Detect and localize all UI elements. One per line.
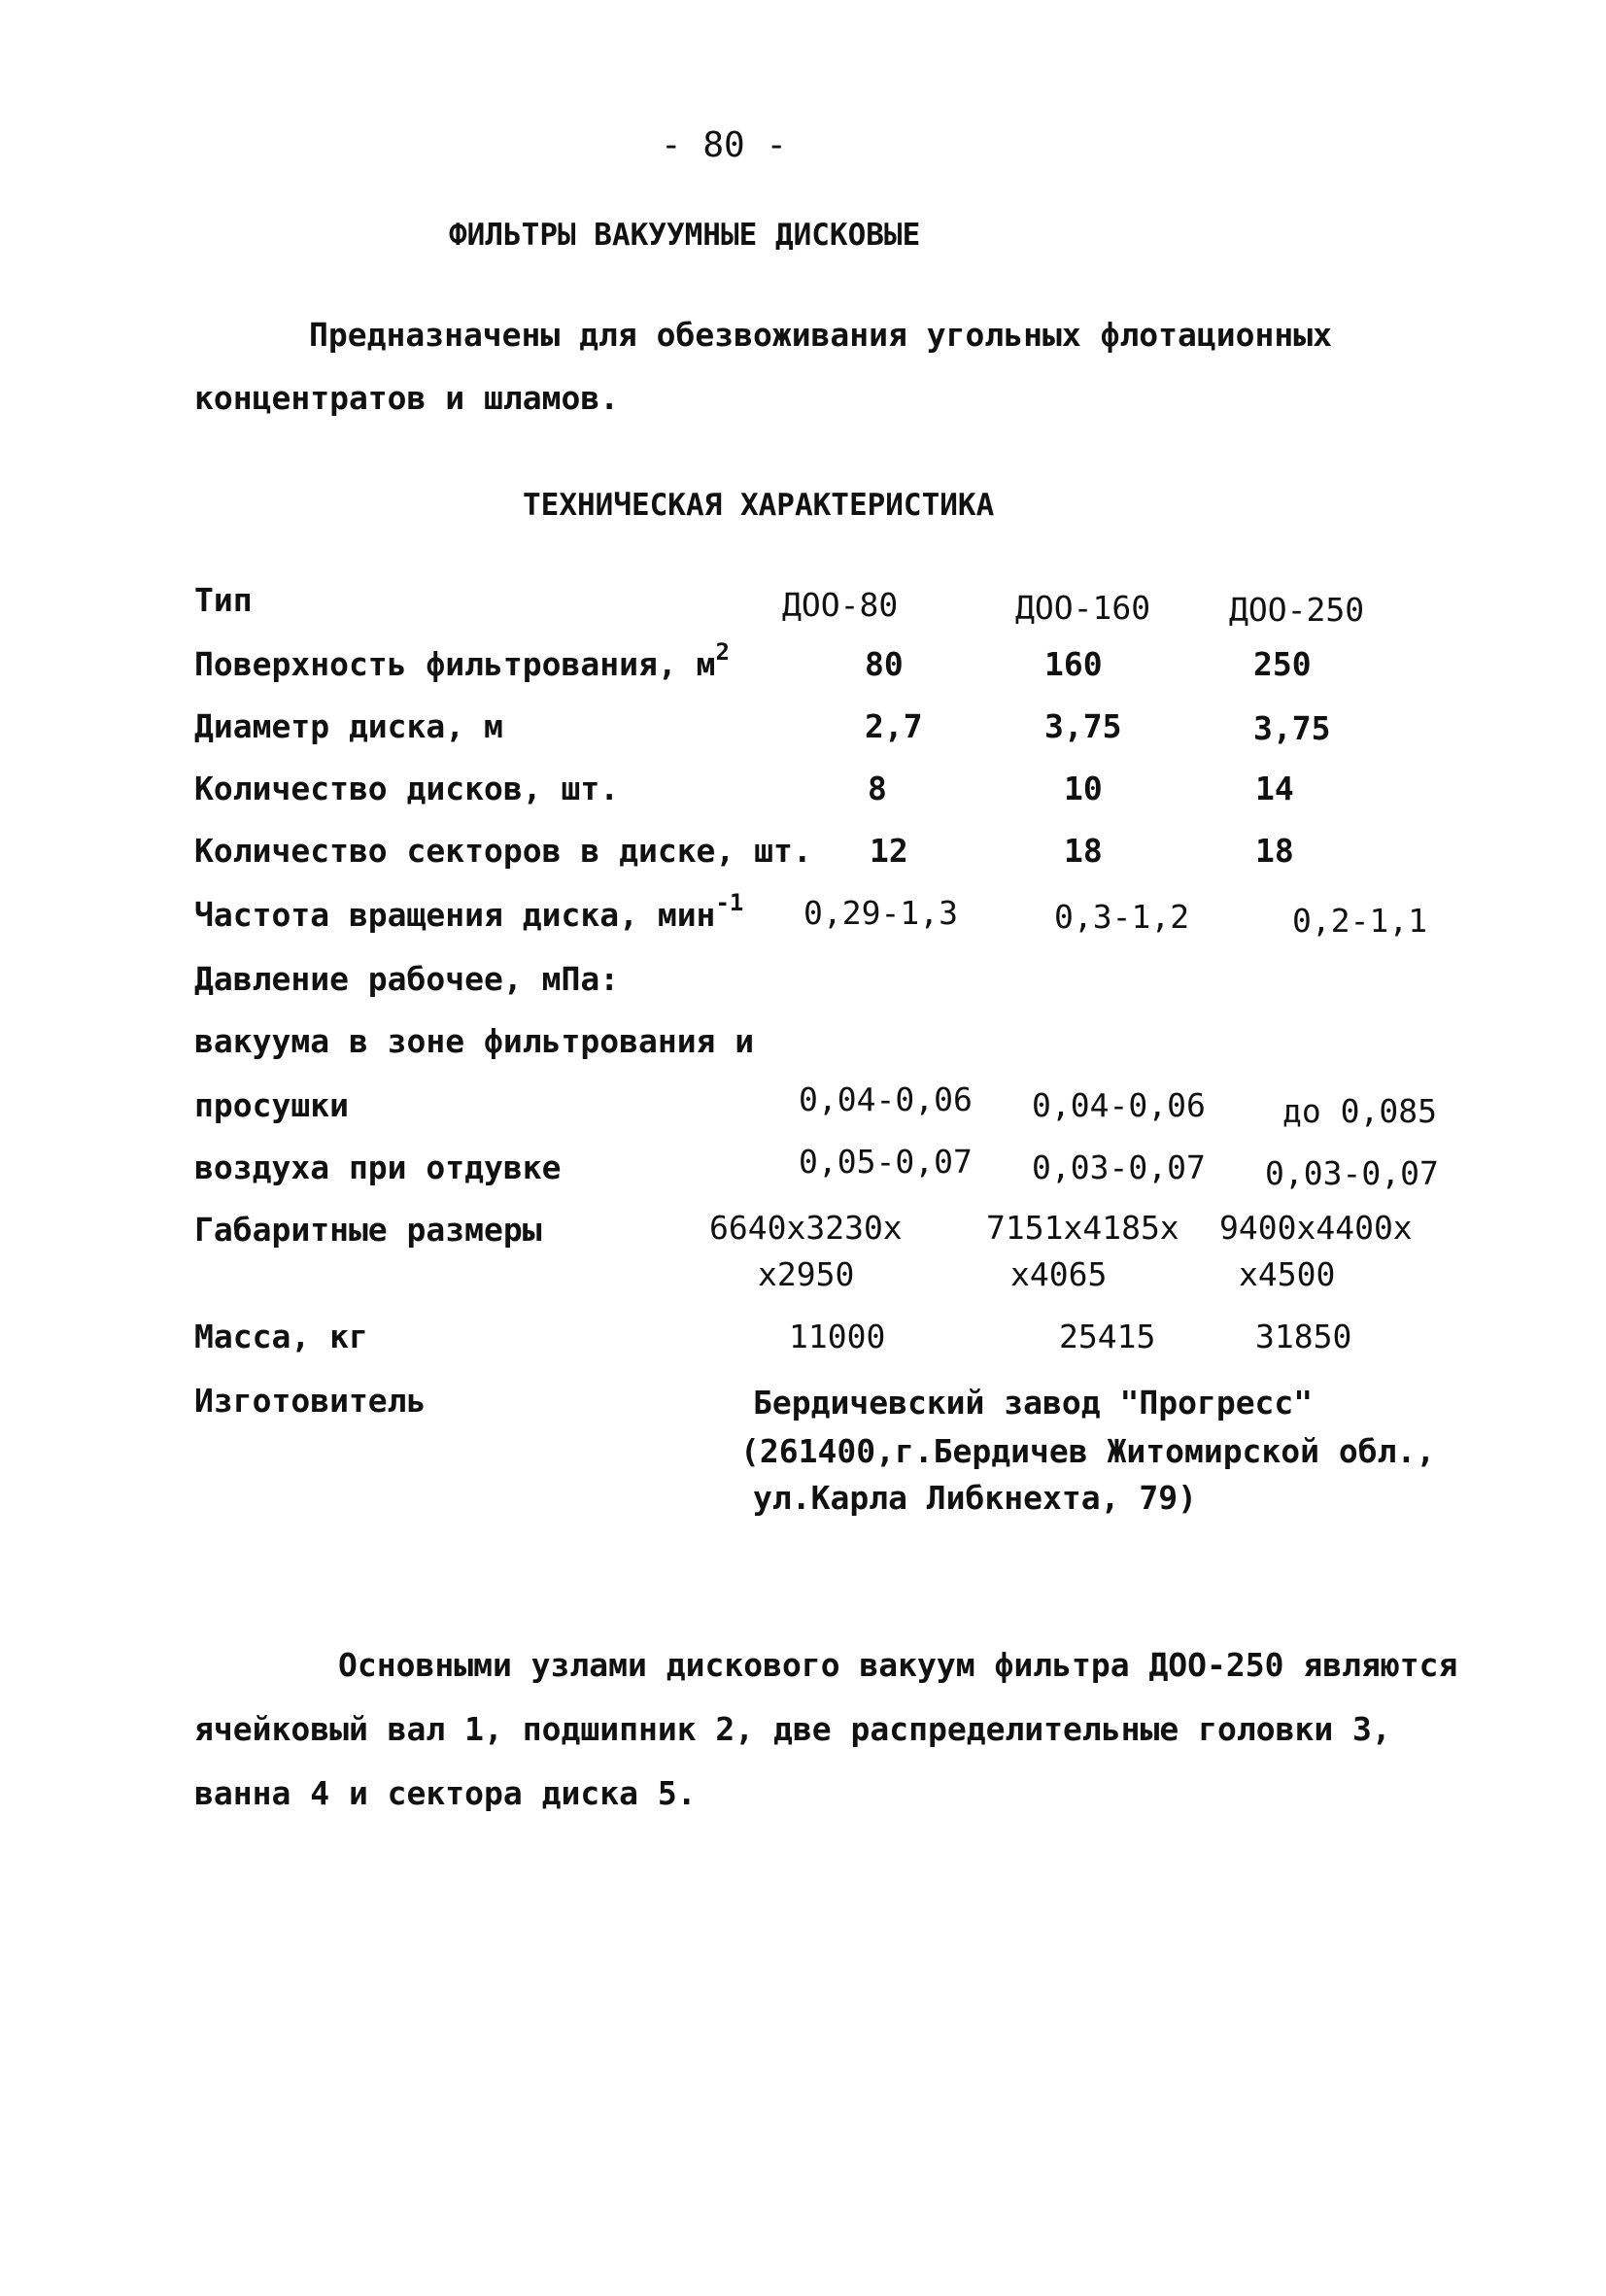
spec-dims-label: Габаритные размеры <box>194 1211 542 1249</box>
spec-maker-line-3: ул.Карла Либкнехта, 79) <box>753 1479 1197 1517</box>
spec-air-value-1: 0,05-0,07 <box>799 1143 973 1181</box>
spec-maker-line-1: Бердичевский завод "Прогресс" <box>753 1384 1314 1422</box>
spec-discs-label: Количество дисков, шт. <box>194 770 620 807</box>
outro-line-3: ванна 4 и сектора диска 5. <box>194 1774 697 1812</box>
spec-air-label: воздуха при отдувке <box>194 1148 562 1186</box>
spec-discs-value-1: 8 <box>868 770 887 807</box>
spec-air-value-2: 0,03-0,07 <box>1032 1148 1206 1186</box>
spec-vacuum-label-2: просушки <box>194 1086 349 1124</box>
spec-rotation-label: Частота вращения диска, мин$^{-1}$ <box>194 889 744 934</box>
spec-dims-value-2b: х4065 <box>1010 1255 1108 1293</box>
spec-maker-line-2: (261400,г.Бердичев Житомирской обл., <box>740 1432 1436 1470</box>
spec-sectors-label: Количество секторов в диске, шт. <box>194 832 812 870</box>
page-number: - 80 - <box>661 125 788 165</box>
spec-diameter-value-3: 3,75 <box>1253 709 1331 747</box>
spec-rotation-value-2: 0,3-1,2 <box>1054 898 1190 936</box>
intro-line-2: концентратов и шламов. <box>194 379 620 417</box>
spec-maker-label: Изготовитель <box>194 1382 427 1420</box>
spec-mass-label: Масса, кг <box>194 1318 368 1355</box>
spec-surface-value-1: 80 <box>865 645 904 683</box>
spec-type-value-2: ДОО-160 <box>1015 589 1151 627</box>
spec-vacuum-value-3: до 0,085 <box>1282 1092 1437 1130</box>
spec-rotation-value-1: 0,29-1,3 <box>803 894 958 932</box>
spec-sectors-value-3: 18 <box>1255 832 1294 870</box>
page-title: ФИЛЬТРЫ ВАКУУМНЫЕ ДИСКОВЫЕ <box>449 218 921 253</box>
spec-type-value-1: ДОО-80 <box>782 586 899 624</box>
spec-rotation-value-3: 0,2-1,1 <box>1292 902 1428 940</box>
spec-dims-value-1b: х2950 <box>758 1255 855 1293</box>
spec-type-value-3: ДОО-250 <box>1229 591 1365 629</box>
spec-diameter-value-2: 3,75 <box>1044 707 1122 745</box>
spec-sectors-value-1: 12 <box>870 832 908 870</box>
outro-line-1: Основными узлами дискового вакуум фильтра ДОО-250 являются <box>338 1646 1458 1684</box>
spec-sectors-value-2: 18 <box>1064 832 1103 870</box>
spec-dims-value-1a: 6640х3230х <box>709 1209 903 1247</box>
spec-title: ТЕХНИЧЕСКАЯ ХАРАКТЕРИСТИКА <box>523 488 995 523</box>
spec-discs-value-2: 10 <box>1064 770 1103 807</box>
outro-line-2: ячейковый вал 1, подшипник 2, две распределительные головки 3, <box>194 1710 1391 1748</box>
spec-vacuum-value-2: 0,04-0,06 <box>1032 1086 1206 1124</box>
spec-dims-value-2a: 7151х4185х <box>986 1209 1179 1247</box>
spec-mass-value-3: 31850 <box>1255 1318 1352 1355</box>
spec-surface-value-2: 160 <box>1044 645 1103 683</box>
spec-surface-value-3: 250 <box>1253 645 1312 683</box>
intro-line-1: Предназначены для обезвоживания угольных флотационных <box>309 316 1332 354</box>
spec-mass-value-2: 25415 <box>1059 1318 1156 1355</box>
spec-mass-value-1: 11000 <box>789 1318 886 1355</box>
spec-type-label: Тип <box>194 581 253 619</box>
spec-air-value-3: 0,03-0,07 <box>1265 1154 1439 1192</box>
spec-vacuum-value-1: 0,04-0,06 <box>799 1080 973 1118</box>
spec-vacuum-label-1: вакуума в зоне фильтрования и <box>194 1022 755 1060</box>
spec-diameter-value-1: 2,7 <box>865 707 923 745</box>
spec-dims-value-3a: 9400х4400х <box>1219 1209 1413 1247</box>
spec-surface-label: Поверхность фильтрования, $м^2$ <box>194 638 730 683</box>
spec-pressure-label: Давление рабочее, мПа: <box>194 960 620 998</box>
spec-dims-value-3b: х4500 <box>1239 1255 1336 1293</box>
spec-discs-value-3: 14 <box>1255 770 1294 807</box>
spec-diameter-label: Диаметр диска, м <box>194 707 503 745</box>
